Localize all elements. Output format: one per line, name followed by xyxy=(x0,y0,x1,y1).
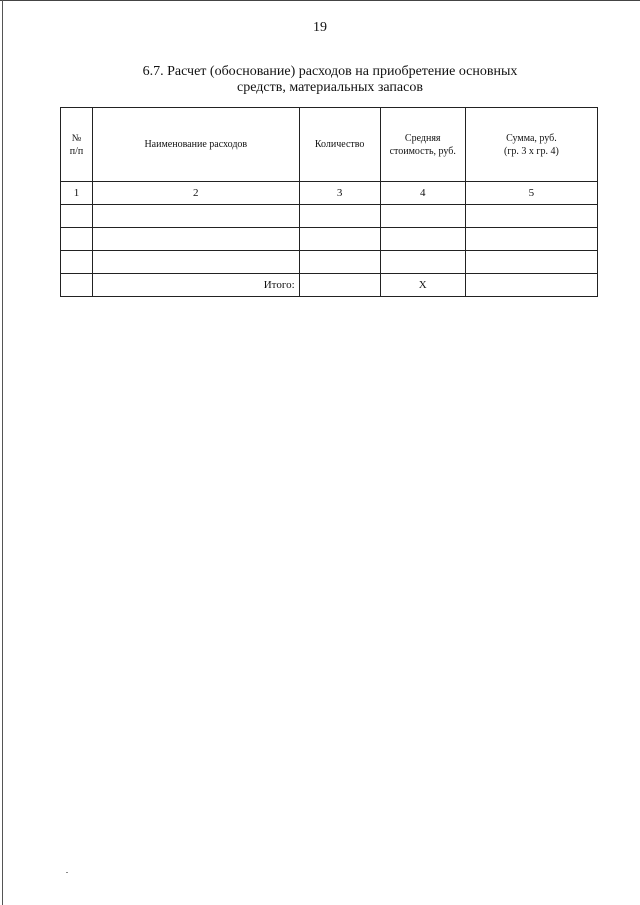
table-cell xyxy=(61,228,93,251)
page-edge-left xyxy=(2,0,3,905)
table-cell xyxy=(61,274,93,297)
column-number-cell: 5 xyxy=(465,182,597,205)
table-cell xyxy=(299,251,380,274)
column-number-cell: 1 xyxy=(61,182,93,205)
expenses-table xyxy=(60,107,598,297)
table-cell xyxy=(299,228,380,251)
header-number xyxy=(61,108,93,182)
table-cell xyxy=(380,205,465,228)
page-number: 19 xyxy=(313,20,327,35)
table-row xyxy=(61,205,598,228)
header-expense-name xyxy=(92,108,299,182)
header-average-cost xyxy=(380,108,465,182)
column-number-cell: 3 xyxy=(299,182,380,205)
table-cell xyxy=(465,251,597,274)
scan-speck xyxy=(66,872,68,873)
header-quantity-text: Количество xyxy=(314,139,365,150)
page-edge-top xyxy=(0,0,640,1)
section-title-line-2: средств, материальных запасов xyxy=(237,80,423,95)
header-quantity xyxy=(299,108,380,182)
section-title-line-1: 6.7. Расчет (обоснование) расходов на приобретение основных xyxy=(142,64,518,79)
total-label: Итого: xyxy=(92,274,299,297)
column-number-row xyxy=(61,182,598,205)
section-title xyxy=(60,64,600,96)
header-sum xyxy=(465,108,597,182)
header-average-cost-line-1: Средняя xyxy=(404,132,441,144)
table-row xyxy=(61,251,598,274)
header-sum-line-1: Сумма, руб. xyxy=(506,132,557,144)
header-sum-line-2: (гр. 3 x гр. 4) xyxy=(503,145,559,157)
table-cell xyxy=(465,205,597,228)
table-cell xyxy=(380,251,465,274)
table-cell xyxy=(92,228,299,251)
table-row xyxy=(61,228,598,251)
total-sum-cell xyxy=(465,274,597,297)
total-average-cost-cell: Х xyxy=(380,274,465,297)
header-number-line-1: № xyxy=(71,132,82,144)
column-number-cell: 2 xyxy=(92,182,299,205)
table-header-row xyxy=(61,108,598,182)
table-cell xyxy=(92,205,299,228)
header-number-line-2: п/п xyxy=(69,145,84,157)
table-cell xyxy=(61,251,93,274)
total-quantity-cell xyxy=(299,274,380,297)
header-average-cost-line-2: стоимость, руб. xyxy=(389,145,456,157)
table-cell xyxy=(380,228,465,251)
column-number-cell: 4 xyxy=(380,182,465,205)
header-expense-name-text: Наименование расходов xyxy=(144,139,248,150)
table-cell xyxy=(465,228,597,251)
table-cell xyxy=(299,205,380,228)
table-cell xyxy=(61,205,93,228)
table-cell xyxy=(92,251,299,274)
total-row xyxy=(61,274,598,297)
